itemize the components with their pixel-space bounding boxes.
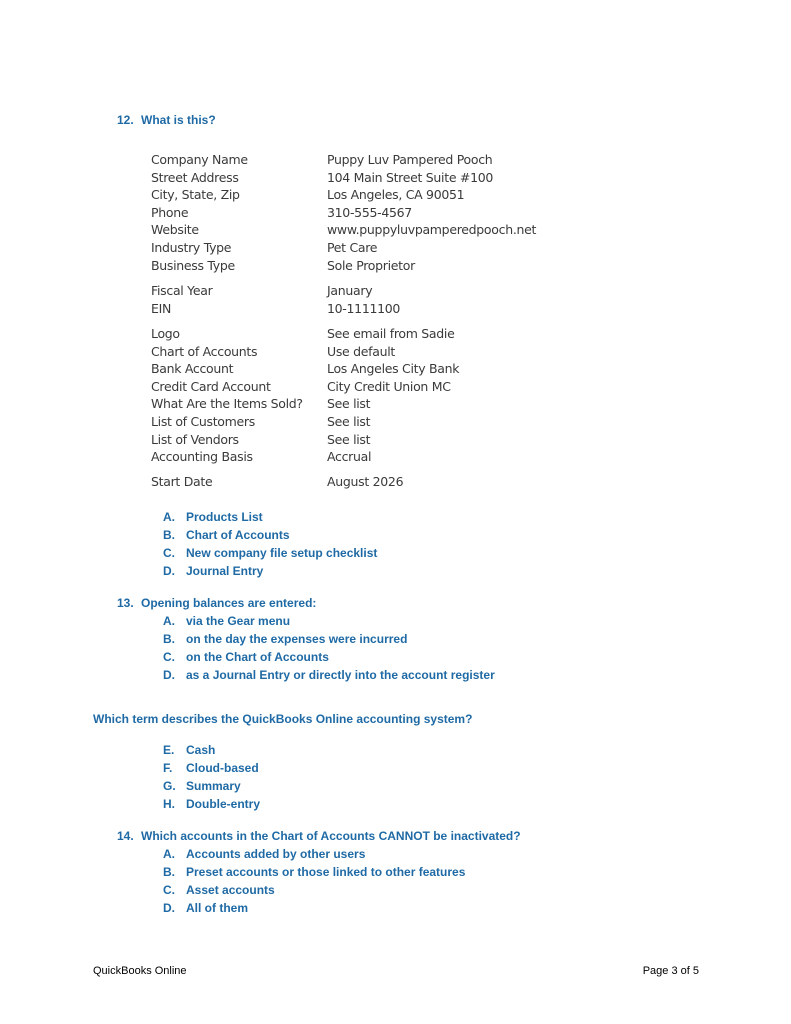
q14-option-c[interactable] xyxy=(163,883,275,897)
info-value: Puppy Luv Pampered Pooch xyxy=(327,152,493,167)
q12-option-a[interactable] xyxy=(163,510,263,524)
option-letter: F. xyxy=(163,761,173,775)
question-text: What is this? xyxy=(141,113,216,127)
info-label: Bank Account xyxy=(151,361,234,376)
info-value: Los Angeles City Bank xyxy=(327,361,460,376)
option-text: as a Journal Entry or directly into the account register xyxy=(186,668,495,682)
option-text: Asset accounts xyxy=(186,883,275,897)
info-label: Website xyxy=(151,222,199,237)
option-text: Summary xyxy=(186,779,241,793)
info-label: Chart of Accounts xyxy=(151,344,258,359)
option-text: Products List xyxy=(186,510,263,524)
q12-option-c[interactable] xyxy=(163,546,377,560)
option-letter: B. xyxy=(163,865,175,879)
info-value: Los Angeles, CA 90051 xyxy=(327,187,465,202)
option-letter: A. xyxy=(163,614,175,628)
info-value: See email from Sadie xyxy=(327,326,455,341)
qterm-option-f[interactable] xyxy=(163,761,259,775)
info-label: What Are the Items Sold? xyxy=(151,396,303,411)
question-term xyxy=(93,712,472,726)
info-value: Pet Care xyxy=(327,240,378,255)
info-label: City, State, Zip xyxy=(151,187,240,202)
question-number: 13. xyxy=(117,596,134,610)
qterm-option-h[interactable] xyxy=(163,797,260,811)
question-text: Which accounts in the Chart of Accounts CANNOT be inactivated? xyxy=(141,829,521,843)
q14-option-d[interactable] xyxy=(163,901,248,915)
info-label: Start Date xyxy=(151,474,213,489)
info-label: List of Customers xyxy=(151,414,255,429)
question-number: 14. xyxy=(117,829,134,843)
option-text: Chart of Accounts xyxy=(186,528,290,542)
qterm-option-g[interactable] xyxy=(163,779,241,793)
option-text: Double-entry xyxy=(186,797,261,811)
option-text: on the day the expenses were incurred xyxy=(186,632,408,646)
info-label: Accounting Basis xyxy=(151,449,253,464)
info-value: January xyxy=(327,283,373,298)
q14-option-a[interactable] xyxy=(163,847,365,861)
question-14 xyxy=(117,829,521,843)
option-letter: C. xyxy=(163,546,175,560)
option-text: Cloud-based xyxy=(186,761,259,775)
option-text: Cash xyxy=(186,743,216,757)
info-label: Credit Card Account xyxy=(151,379,271,394)
qterm-option-e[interactable] xyxy=(163,743,215,757)
question-13 xyxy=(117,596,316,610)
info-label: Industry Type xyxy=(151,240,232,255)
info-label: Business Type xyxy=(151,258,235,273)
info-label: Phone xyxy=(151,205,189,220)
option-text: New company file setup checklist xyxy=(186,546,378,560)
info-value: 104 Main Street Suite #100 xyxy=(327,170,494,185)
info-value: See list xyxy=(327,414,371,429)
info-value: 310-555-4567 xyxy=(327,205,412,220)
q13-option-a[interactable] xyxy=(163,614,290,628)
option-letter: E. xyxy=(163,743,175,757)
info-label: Logo xyxy=(151,326,180,341)
q12-option-d[interactable] xyxy=(163,564,263,578)
question-text: Opening balances are entered: xyxy=(141,596,317,610)
q12-option-b[interactable] xyxy=(163,528,290,542)
option-letter: B. xyxy=(163,632,175,646)
info-value: City Credit Union MC xyxy=(327,379,451,394)
option-text: on the Chart of Accounts xyxy=(186,650,329,664)
q13-option-c[interactable] xyxy=(163,650,329,664)
q13-option-b[interactable] xyxy=(163,632,407,646)
option-text: via the Gear menu xyxy=(186,614,291,628)
option-letter: D. xyxy=(163,901,175,915)
q13-option-d[interactable] xyxy=(163,668,495,682)
question-text: Which term describes the QuickBooks Online accounting system? xyxy=(93,712,473,726)
question-number: 12. xyxy=(117,113,134,127)
info-value: www.puppyluvpamperedpooch.net xyxy=(327,222,537,237)
info-value: August 2026 xyxy=(327,474,404,489)
option-letter: D. xyxy=(163,668,175,682)
option-text: All of them xyxy=(186,901,248,915)
option-letter: G. xyxy=(163,779,176,793)
info-value: Sole Proprietor xyxy=(327,258,415,273)
option-letter: H. xyxy=(163,797,175,811)
question-12 xyxy=(117,113,216,127)
option-letter: A. xyxy=(163,510,175,524)
info-value: Accrual xyxy=(327,449,372,464)
footer-page-number: Page 3 of 5 xyxy=(642,965,699,977)
option-letter: C. xyxy=(163,883,175,897)
option-text: Preset accounts or those linked to other features xyxy=(186,865,466,879)
info-value: Use default xyxy=(327,344,396,359)
option-text: Accounts added by other users xyxy=(186,847,366,861)
option-text: Journal Entry xyxy=(186,564,264,578)
option-letter: B. xyxy=(163,528,175,542)
info-value: 10-1111100 xyxy=(327,301,401,316)
footer-title: QuickBooks Online xyxy=(93,965,187,977)
info-label: Fiscal Year xyxy=(151,283,213,298)
option-letter: D. xyxy=(163,564,175,578)
info-value: See list xyxy=(327,432,371,447)
info-label: Street Address xyxy=(151,170,239,185)
info-label: List of Vendors xyxy=(151,432,239,447)
info-value: See list xyxy=(327,396,371,411)
q14-option-b[interactable] xyxy=(163,865,465,879)
option-letter: A. xyxy=(163,847,175,861)
option-letter: C. xyxy=(163,650,175,664)
info-label: EIN xyxy=(151,301,172,316)
info-label: Company Name xyxy=(151,152,248,167)
